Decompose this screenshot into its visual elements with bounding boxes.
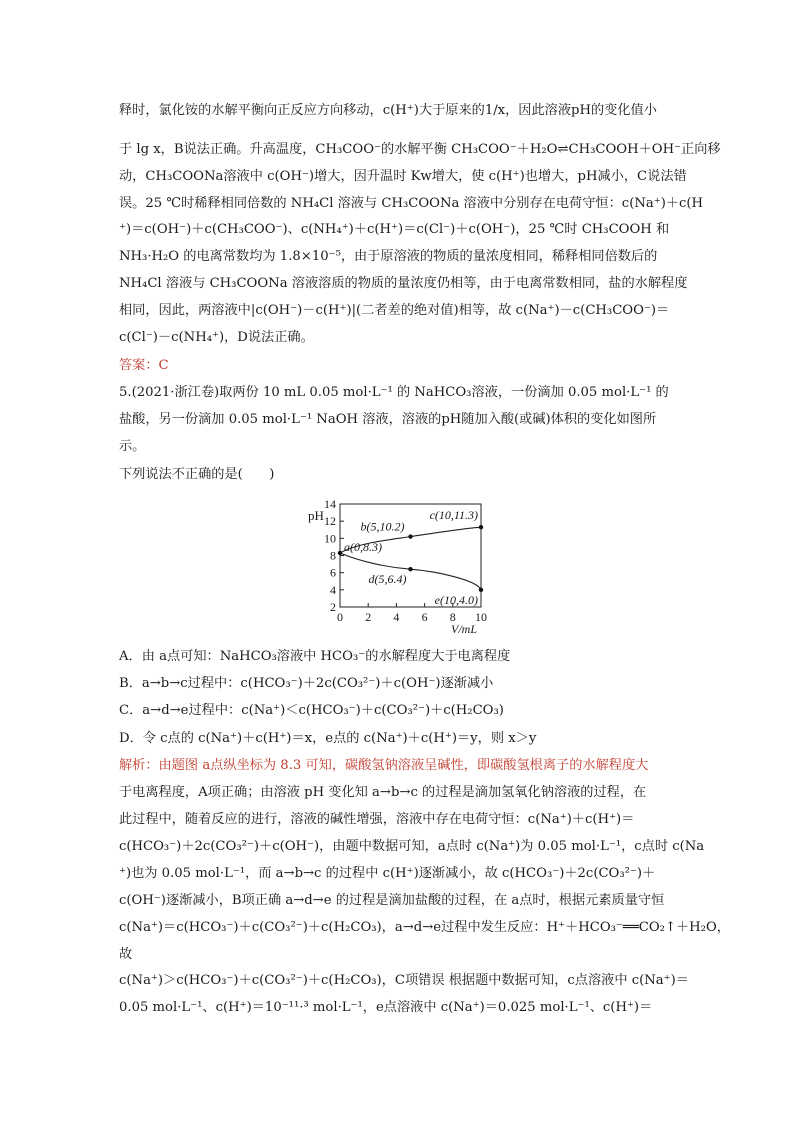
text-line: A．由 a点可知：NaHCO₃溶液中 HCO₃⁻的水解程度大于电离程度 [119,649,511,664]
x-axis-label: V/mL [451,622,478,636]
point-label: e(10,4.0) [434,592,478,607]
x-tick-label: 4 [393,610,400,624]
x-tick-label: 8 [449,610,456,624]
text-line: NH₄Cl 溶液与 CH₃COONa 溶液溶质的物质的量浓度仍相等，由于电离常数相同，盐的水解程度 [119,276,688,291]
y-tick-label: 10 [324,531,336,546]
y-tick-label: 6 [330,565,336,580]
text-line: c(Cl⁻)－c(NH₄⁺)，D说法正确。 [119,330,314,345]
text-line: 误。25 ℃时稀释相同倍数的 NH₄Cl 溶液与 CH₃COONa 溶液中分别存在电荷守恒：c(Na⁺)＋c(H [119,196,704,211]
ph-chart [300,495,500,640]
point-label: a(0,8.3) [344,539,382,554]
text-line: B．a→b→c过程中：c(HCO₃⁻)＋2c(CO₃²⁻)＋c(OH⁻)逐渐减小 [119,676,494,691]
y-tick-label: 8 [330,548,336,563]
text-line: D．令 c点的 c(Na⁺)＋c(H⁺)＝x，e点的 c(Na⁺)＋c(H⁺)＝y，则 x＞y [119,731,537,746]
x-tick-label: 0 [337,610,343,624]
text-line: ⁺)＝c(OH⁻)＋c(CH₃COO⁻)、c(NH₄⁺)＋c(H⁺)＝c(Cl⁻)＋c(OH⁻)，25 ℃时 CH₃COOH 和 [119,222,670,237]
point-label: c(10,11.3) [429,508,478,523]
y-tick-label: 12 [324,514,336,529]
x-tick-label: 10 [475,610,487,624]
data-point [479,588,483,592]
text-line: c(Na⁺)＝c(HCO₃⁻)＋c(CO₃²⁻)＋c(H₂CO₃)，a→d→e过程中发生反应：H⁺＋HCO₃⁻══CO₂↑＋H₂O， [119,920,730,935]
text-line: NH₃·H₂O 的电离常数均为 1.8×10⁻⁵，由于原溶液的物质的量浓度相同，稀释相同倍数后的 [119,249,658,264]
text-line: 于电离程度，A项正确；由溶液 pH 变化知 a→b→c 的过程是滴加氢氧化钠溶液的过程，在 [119,785,647,800]
text-line: c(HCO₃⁻)＋2c(CO₃²⁻)＋c(OH⁻)，由题中数据可知，a点时 c(Na⁺)为 0.05 mol·L⁻¹，c点时 c(Na [119,839,705,854]
text-line: 解析：由题图 a点纵坐标为 8.3 可知，碳酸氢钠溶液呈碱性，即碳酸氢根离子的水解程度大 [119,758,649,773]
text-line: 相同，因此，两溶液中|c(OH⁻)－c(H⁺)|(二者差的绝对值)相等，故 c(Na⁺)－c(CH₃COO⁻)＝ [119,303,670,318]
text-line: 故 [119,947,133,962]
text-line: 答案：C [119,358,169,373]
y-tick-label: 2 [330,600,336,614]
text-line: 于 lg x，B说法正确。升高温度，CH₃COO⁻的水解平衡 CH₃COO⁻＋H₂O⇌CH₃COOH＋OH⁻正向移 [119,142,721,157]
text-line: 释时，氯化铵的水解平衡向正反应方向移动，c(H⁺)大于原来的1/x，因此溶液pH的变化值小 [119,103,657,118]
text-line: 动，CH₃COONa溶液中 c(OH⁻)增大，因升温时 Kw增大，使 c(H⁺)也增大，pH减小，C说法错 [119,169,687,184]
text-line: 此过程中，随着反应的进行，溶液的碱性增强，溶液中存在电荷守恒：c(Na⁺)＋c(H⁺)＝ [119,812,635,827]
x-tick-label: 6 [421,610,428,624]
text-line: 下列说法不正确的是( ) [119,467,275,482]
data-point [408,534,412,538]
data-point [479,525,483,529]
data-point [408,567,412,571]
data-point [338,551,342,555]
point-label: d(5,6.4) [368,572,407,587]
text-line: 盐酸，另一份滴加 0.05 mol·L⁻¹ NaOH 溶液，溶液的pH随加入酸(或碱)体积的变化如图所 [119,412,657,427]
text-line: ⁺)也为 0.05 mol·L⁻¹，而 a→b→c 的过程中 c(H⁺)逐渐减小，故 c(HCO₃⁻)＋2c(CO₃²⁻)＋ [119,866,656,881]
text-line: 0.05 mol·L⁻¹、c(H⁺)＝10⁻¹¹·³ mol·L⁻¹，e点溶液中 c(Na⁺)＝0.025 mol·L⁻¹、c(H⁺)＝ [119,1000,653,1015]
y-tick-label: 14 [324,497,336,511]
y-tick-label: 4 [330,582,336,597]
text-line: 5.(2021·浙江卷)取两份 10 mL 0.05 mol·L⁻¹ 的 NaHCO₃溶液，一份滴加 0.05 mol·L⁻¹ 的 [119,385,669,400]
text-line: c(Na⁺)＞c(HCO₃⁻)＋c(CO₃²⁻)＋c(H₂CO₃)，C项错误 根据题中数据可知，c点溶液中 c(Na⁺)＝ [119,973,689,988]
text-line: 示。 [119,439,146,454]
x-tick-label: 2 [365,610,372,624]
point-label: b(5,10.2) [360,519,405,534]
y-axis-label: pH [308,508,324,523]
text-line: C．a→d→e过程中：c(Na⁺)＜c(HCO₃⁻)＋c(CO₃²⁻)＋c(H₂CO₃) [119,703,504,718]
text-line: c(OH⁻)逐渐减小，B项正确 a→d→e 的过程是滴加盐酸的过程，在 a点时，根据元素质量守恒 [119,893,665,908]
